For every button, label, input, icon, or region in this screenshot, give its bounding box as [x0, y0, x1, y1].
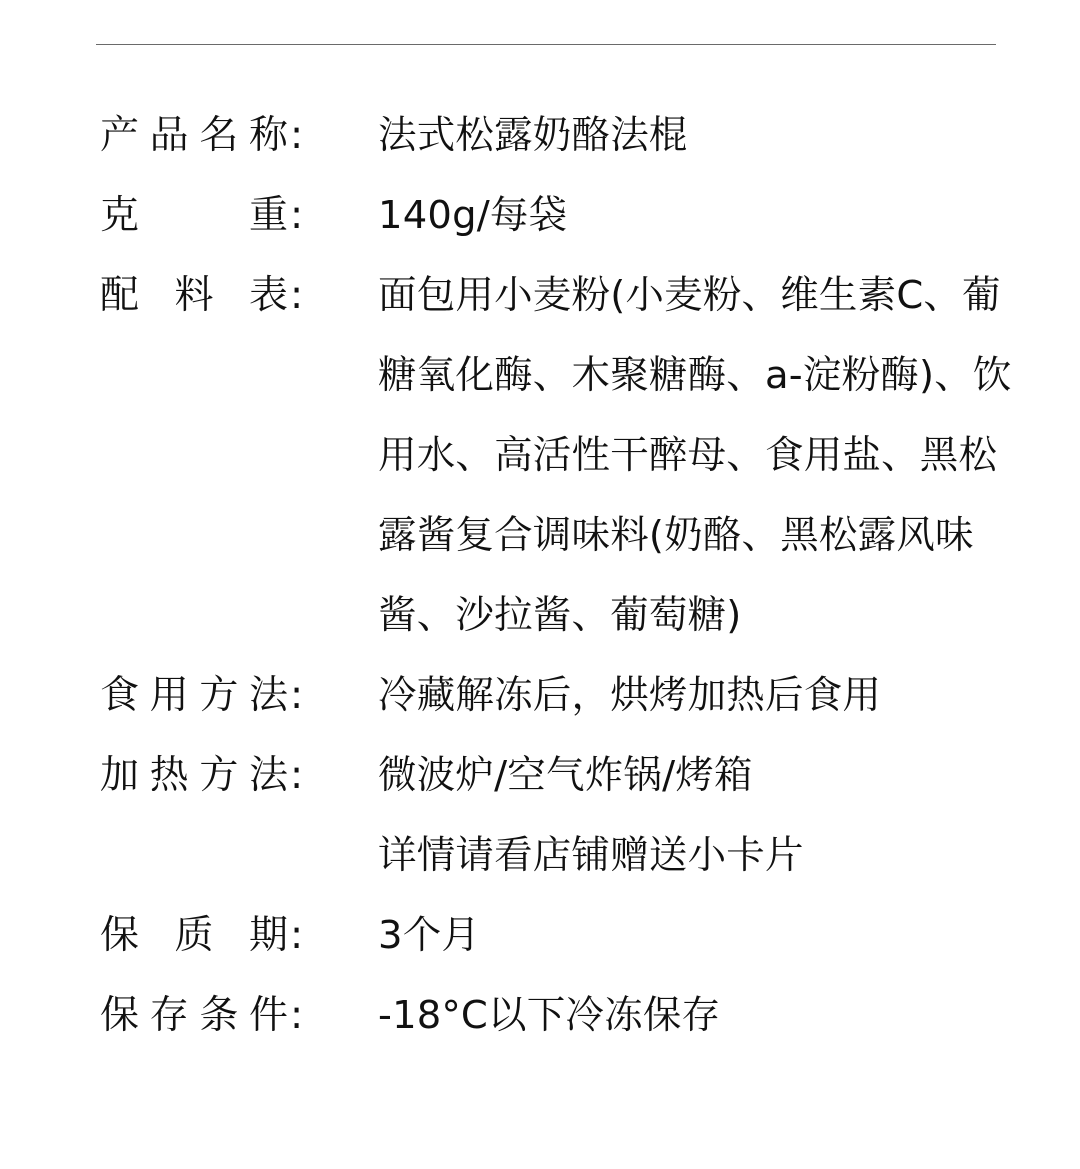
label-char: 法: [248, 753, 288, 798]
top-divider: [96, 44, 996, 45]
label-char: 方: [199, 753, 239, 798]
spec-row-storage: [100, 976, 1060, 1056]
label-char: 产: [100, 113, 140, 158]
spec-value: [378, 176, 1058, 256]
label-char: 件: [248, 993, 288, 1038]
label-char: 期: [248, 913, 288, 958]
spec-label: [100, 656, 288, 736]
spec-colon: :: [290, 273, 304, 318]
spec-value: [378, 896, 1058, 976]
label-char: 食: [100, 673, 140, 718]
label-char: 克: [100, 193, 140, 238]
spec-value: [378, 976, 1058, 1056]
spec-colon: :: [290, 913, 304, 958]
spec-colon: :: [290, 113, 304, 158]
spec-row-ingredients: [100, 256, 1060, 656]
label-char: 条: [199, 993, 239, 1038]
spec-value-line: 酱、沙拉酱、葡萄糖): [378, 593, 742, 638]
label-char: 配: [100, 273, 140, 318]
spec-value-line: 用水、高活性干醉母、食用盐、黑松: [378, 433, 998, 478]
product-spec-table: [100, 96, 1060, 1056]
spec-row-heating: [100, 736, 1060, 896]
label-char: 称: [248, 113, 288, 158]
spec-value-line: 微波炉/空气炸锅/烤箱: [378, 753, 753, 798]
spec-colon: :: [290, 753, 304, 798]
spec-row-usage: [100, 656, 1060, 736]
label-char: 保: [100, 913, 140, 958]
spec-value-line: 3个月: [378, 913, 481, 958]
spec-row-weight: [100, 176, 1060, 256]
label-char: 法: [248, 673, 288, 718]
spec-value: [378, 96, 1058, 176]
label-char: 名: [199, 113, 239, 158]
spec-value-line: -18°C以下冷冻保存: [378, 993, 721, 1038]
spec-row-shelf-life: [100, 896, 1060, 976]
spec-row-product-name: [100, 96, 1060, 176]
spec-value-line: 露酱复合调味料(奶酪、黑松露风味: [378, 513, 974, 558]
spec-value: [378, 256, 1058, 656]
spec-colon: :: [290, 193, 304, 238]
spec-value-line: 详情请看店铺赠送小卡片: [378, 833, 804, 878]
label-char: 品: [149, 113, 189, 158]
label-char: 保: [100, 993, 140, 1038]
spec-label: [100, 976, 288, 1056]
spec-label: [100, 96, 288, 176]
spec-value-line: 糖氧化酶、木聚糖酶、a-淀粉酶)、饮: [378, 353, 1012, 398]
spec-label: [100, 256, 288, 336]
spec-value-line: 140g/每袋: [378, 193, 568, 238]
spec-value: [378, 656, 1058, 736]
label-char: 热: [149, 753, 189, 798]
label-char: 重: [248, 193, 288, 238]
spec-value-line: 面包用小麦粉(小麦粉、维生素C、葡: [378, 273, 1001, 318]
spec-value: [378, 736, 1058, 896]
spec-colon: :: [290, 993, 304, 1038]
spec-value-line: 冷藏解冻后，烘烤加热后食用: [378, 673, 882, 718]
spec-label: [100, 736, 288, 816]
label-char: 质: [174, 913, 214, 958]
label-char: 表: [248, 273, 288, 318]
spec-value-line: 法式松露奶酪法棍: [378, 113, 688, 158]
spec-label: [100, 896, 288, 976]
label-char: 方: [199, 673, 239, 718]
label-char: 用: [149, 673, 189, 718]
label-char: 加: [100, 753, 140, 798]
label-char: 存: [149, 993, 189, 1038]
spec-colon: :: [290, 673, 304, 718]
spec-label: [100, 176, 288, 256]
label-char: 料: [174, 273, 214, 318]
